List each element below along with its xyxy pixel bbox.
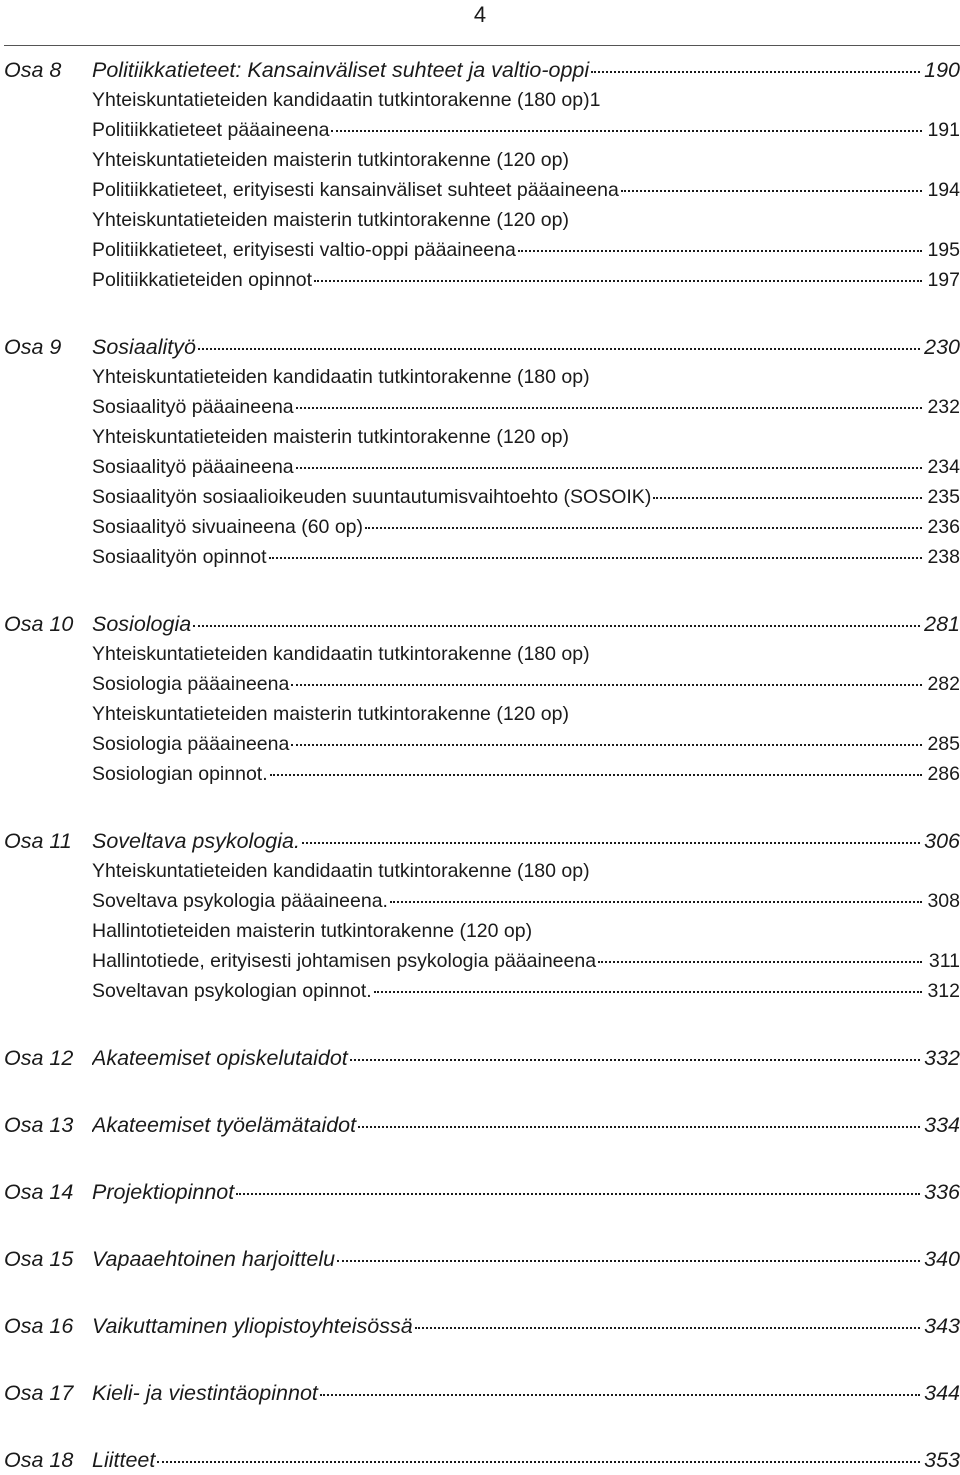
dot-leader: [157, 1461, 920, 1463]
section-page-number: 332: [924, 1046, 960, 1070]
toc-section-heading[interactable]: [4, 1378, 960, 1408]
entry-title: Sosiaalityö pääaineena: [92, 396, 294, 418]
entry-title: Yhteiskuntatieteiden kandidaatin tutkintorakenne (180 op): [92, 860, 590, 882]
section-number: Osa 16: [4, 1314, 74, 1338]
section-page-number: 281: [924, 612, 960, 636]
section-number: Osa 18: [4, 1448, 74, 1472]
toc-section: [4, 609, 960, 789]
toc-section-heading[interactable]: [4, 609, 960, 639]
section-title: Kieli- ja viestintäopinnot: [92, 1381, 318, 1405]
dot-leader: [598, 961, 922, 963]
section-page-number: 340: [924, 1247, 960, 1271]
page-number: 4: [473, 2, 487, 27]
toc-entry: [4, 205, 960, 235]
entry-title: Sosiaalityön sosiaalioikeuden suuntautumisvaihtoehto (SOSOIK): [92, 486, 652, 508]
section-title: Akateemiset opiskelutaidot: [92, 1046, 348, 1070]
section-number: Osa 17: [4, 1381, 74, 1405]
toc-entry[interactable]: [4, 669, 960, 699]
toc-section-heading[interactable]: [4, 1445, 960, 1475]
toc-entry[interactable]: [4, 946, 960, 976]
dot-leader: [591, 71, 920, 73]
section-number: Osa 9: [4, 335, 62, 359]
entry-page-number: 232: [927, 396, 960, 418]
toc-section-heading[interactable]: [4, 1177, 960, 1207]
toc-section-heading[interactable]: [4, 332, 960, 362]
toc-entry[interactable]: [4, 392, 960, 422]
dot-leader: [337, 1260, 920, 1262]
entry-page-number: 308: [927, 890, 960, 912]
section-title: Vaikuttaminen yliopistoyhteisössä: [92, 1314, 413, 1338]
entry-page-number: 282: [927, 673, 960, 695]
entry-page-number: 285: [927, 733, 960, 755]
entry-title: Soveltavan psykologian opinnot.: [92, 980, 372, 1002]
entry-title: Sosiologia pääaineena: [92, 673, 290, 695]
entry-page-number: 238: [927, 546, 960, 568]
dot-leader: [270, 774, 922, 776]
entry-title: Yhteiskuntatieteiden kandidaatin tutkintorakenne (180 op): [92, 643, 590, 665]
dot-leader: [291, 744, 922, 746]
entry-title: Sosiaalityö pääaineena: [92, 456, 294, 478]
toc-entry: [4, 362, 960, 392]
toc-entry: [4, 699, 960, 729]
dot-leader: [390, 901, 922, 903]
toc-entry: [4, 422, 960, 452]
dot-leader: [314, 280, 922, 282]
toc-entry: [4, 85, 960, 115]
toc-entry[interactable]: [4, 235, 960, 265]
toc-section: [4, 1378, 960, 1408]
toc-entry[interactable]: [4, 542, 960, 572]
toc-section: [4, 1177, 960, 1207]
section-page-number: 343: [924, 1314, 960, 1338]
table-of-contents: [4, 55, 960, 1475]
section-page-number: 190: [924, 58, 960, 82]
section-title: Akateemiset työelämätaidot: [92, 1113, 357, 1137]
section-page-number: 230: [924, 335, 960, 359]
toc-entry: [4, 639, 960, 669]
toc-section: [4, 1110, 960, 1140]
toc-entry[interactable]: [4, 886, 960, 916]
section-title: Vapaaehtoinen harjoittelu: [92, 1247, 336, 1271]
section-title: Sosiaalityö: [92, 335, 196, 359]
entry-title: Sosiaalityön opinnot: [92, 546, 267, 568]
section-number: Osa 8: [4, 58, 62, 82]
toc-section-heading[interactable]: [4, 826, 960, 856]
entry-title: Hallintotiede, erityisesti johtamisen psykologia pääaineena: [92, 950, 597, 972]
toc-entry[interactable]: [4, 452, 960, 482]
dot-leader: [320, 1394, 920, 1396]
toc-section: [4, 55, 960, 295]
toc-entry[interactable]: [4, 976, 960, 1006]
entry-title: Yhteiskuntatieteiden kandidaatin tutkintorakenne (180 op)1: [92, 89, 601, 111]
section-number: Osa 14: [4, 1180, 74, 1204]
entry-page-number: 197: [927, 269, 960, 291]
section-page-number: 353: [924, 1448, 960, 1472]
toc-section-heading[interactable]: [4, 1244, 960, 1274]
dot-leader: [269, 557, 922, 559]
section-title: Projektiopinnot: [92, 1180, 235, 1204]
toc-section: [4, 1244, 960, 1274]
entry-page-number: 234: [927, 456, 960, 478]
entry-page-number: 312: [927, 980, 960, 1002]
dot-leader: [350, 1059, 920, 1061]
toc-entry[interactable]: [4, 115, 960, 145]
section-title: Liitteet: [92, 1448, 156, 1472]
toc-section: [4, 826, 960, 1006]
dot-leader: [198, 348, 920, 350]
dot-leader: [296, 467, 922, 469]
entry-title: Politiikkatieteet, erityisesti valtio-oppi pääaineena: [92, 239, 516, 261]
dot-leader: [331, 130, 922, 132]
entry-page-number: 235: [927, 486, 960, 508]
dot-leader: [193, 625, 920, 627]
dot-leader: [518, 250, 922, 252]
section-number: Osa 15: [4, 1247, 74, 1271]
toc-entry[interactable]: [4, 759, 960, 789]
dot-leader: [365, 527, 922, 529]
toc-section: [4, 332, 960, 572]
entry-title: Yhteiskuntatieteiden maisterin tutkintorakenne (120 op): [92, 426, 569, 448]
section-number: Osa 10: [4, 612, 74, 636]
dot-leader: [236, 1193, 920, 1195]
entry-title: Hallintotieteiden maisterin tutkintorakenne (120 op): [92, 920, 533, 942]
entry-title: Politiikkatieteet pääaineena: [92, 119, 330, 141]
entry-title: Sosiologian opinnot.: [92, 763, 268, 785]
toc-section-heading[interactable]: [4, 1311, 960, 1341]
entry-title: Yhteiskuntatieteiden maisterin tutkintorakenne (120 op): [92, 209, 569, 231]
entry-title: Politiikkatieteiden opinnot: [92, 269, 313, 291]
toc-section: [4, 1445, 960, 1475]
dot-leader: [291, 684, 922, 686]
toc-entry: [4, 145, 960, 175]
entry-title: Yhteiskuntatieteiden maisterin tutkintorakenne (120 op): [92, 149, 569, 171]
entry-page-number: 286: [927, 763, 960, 785]
entry-page-number: 236: [927, 516, 960, 538]
entry-title: Yhteiskuntatieteiden kandidaatin tutkintorakenne (180 op): [92, 366, 590, 388]
toc-section: [4, 1043, 960, 1073]
section-number: Osa 13: [4, 1113, 74, 1137]
section-page-number: 334: [924, 1113, 960, 1137]
entry-title: Sosiologia pääaineena: [92, 733, 290, 755]
entry-title: Soveltava psykologia pääaineena.: [92, 890, 388, 912]
dot-leader: [296, 407, 922, 409]
toc-entry[interactable]: [4, 482, 960, 512]
section-page-number: 344: [924, 1381, 960, 1405]
section-title: Politiikkatieteet: Kansainväliset suhteet ja valtio-oppi: [92, 58, 590, 82]
section-number: Osa 12: [4, 1046, 74, 1070]
entry-page-number: 311: [928, 950, 960, 972]
entry-title: Politiikkatieteet, erityisesti kansainväliset suhteet pääaineena: [92, 179, 619, 201]
toc-entry: [4, 856, 960, 886]
toc-entry[interactable]: [4, 265, 960, 295]
dot-leader: [621, 190, 922, 192]
section-number: Osa 11: [4, 829, 72, 853]
section-page-number: 336: [924, 1180, 960, 1204]
toc-section: [4, 1311, 960, 1341]
entry-title: Sosiaalityö sivuaineena (60 op): [92, 516, 364, 538]
entry-page-number: 191: [927, 119, 960, 141]
toc-section-heading[interactable]: [4, 1043, 960, 1073]
toc-entry: [4, 916, 960, 946]
entry-page-number: 194: [927, 179, 960, 201]
toc-section-heading[interactable]: [4, 1110, 960, 1140]
toc-entry[interactable]: [4, 512, 960, 542]
entry-page-number: 195: [927, 239, 960, 261]
section-title: Sosiologia: [92, 612, 192, 636]
toc-section-heading[interactable]: [4, 55, 960, 85]
entry-title: Yhteiskuntatieteiden maisterin tutkintorakenne (120 op): [92, 703, 569, 725]
dot-leader: [302, 842, 920, 844]
section-title: Soveltava psykologia.: [92, 829, 300, 853]
header-divider: [4, 45, 960, 46]
toc-entry[interactable]: [4, 729, 960, 759]
dot-leader: [358, 1126, 920, 1128]
dot-leader: [415, 1327, 920, 1329]
dot-leader: [653, 497, 922, 499]
toc-entry[interactable]: [4, 175, 960, 205]
dot-leader: [374, 991, 922, 993]
section-page-number: 306: [924, 829, 960, 853]
